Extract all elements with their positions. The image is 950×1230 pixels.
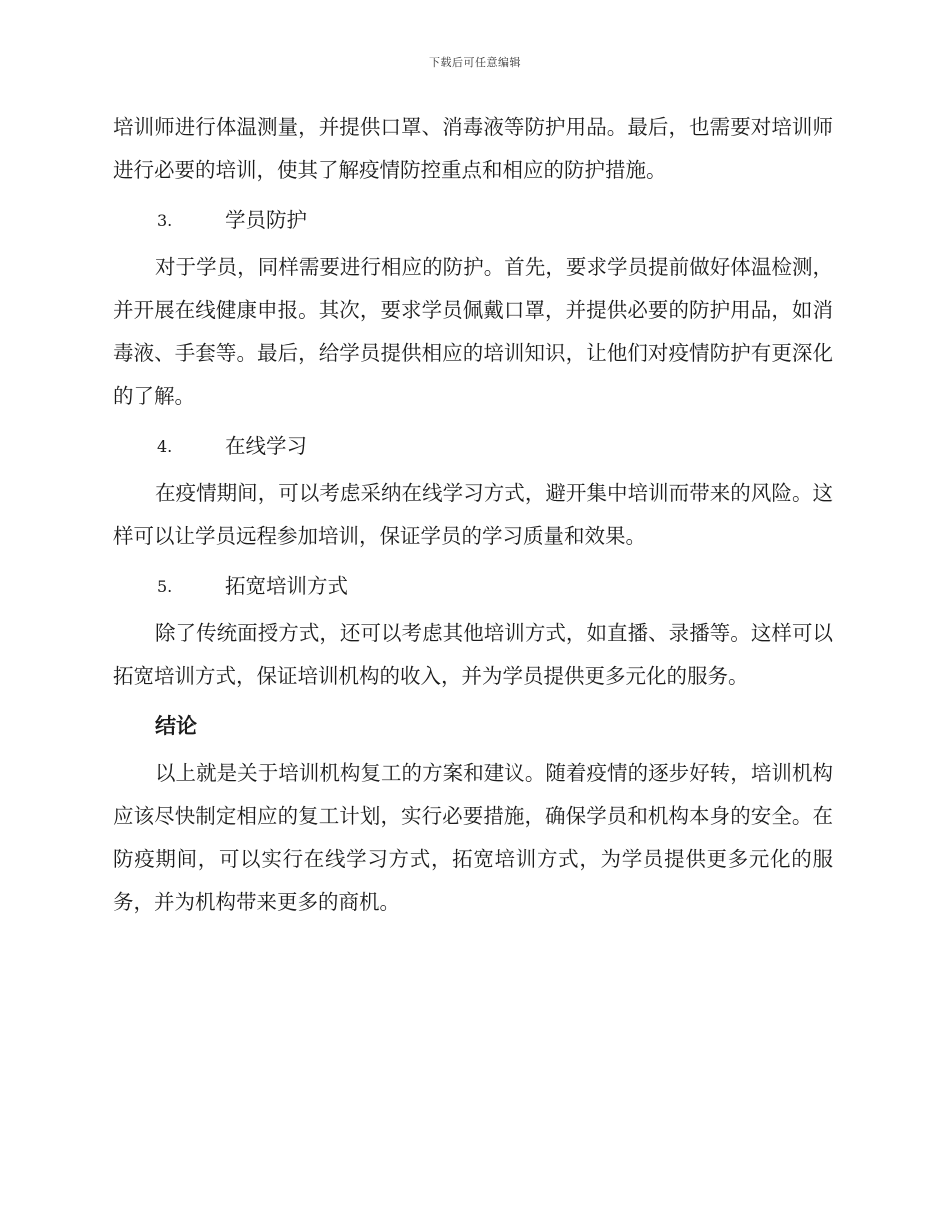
paragraph-student-protection: 对于学员，同样需要进行相应的防护。首先，要求学员提前做好体温检测，并开展在线健康申报。其次，要求学员佩戴口罩，并提供必要的防护用品，如消毒液、手套等。最后，给学员提供相应的培训知识，让他们对疫情防护有更深化的了解。 [113, 255, 833, 408]
paragraph-trainer-protection-continued: 培训师进行体温测量，并提供口罩、消毒液等防护用品。最后，也需要对培训师进行必要的培训，使其了解疫情防控重点和相应的防护措施。 [113, 115, 833, 182]
page-header: 下载后可任意编辑 [429, 56, 521, 69]
paragraph-conclusion: 以上就是关于培训机构复工的方案和建议。随着疫情的逐步好转，培训机构应该尽快制定相应的复工计划，实行必要措施，确保学员和机构本身的安全。在防疫期间，可以实行在线学习方式，拓宽培训方式，为学员提供更多元化的服务，并为机构带来更多的商机。 [113, 761, 833, 914]
list-number: 4. [157, 437, 173, 456]
list-heading-label: 在线学习 [225, 434, 307, 458]
list-heading-3 [113, 199, 833, 242]
list-heading-5 [113, 565, 833, 608]
list-number: 5. [157, 577, 173, 596]
paragraph-online-learning: 在疫情期间，可以考虑采纳在线学习方式，避开集中培训而带来的风险。这样可以让学员远程参加培训，保证学员的学习质量和效果。 [113, 481, 833, 548]
section-title-conclusion: 结论 [155, 714, 197, 738]
paragraph-expand-training: 除了传统面授方式，还可以考虑其他培训方式，如直播、录播等。这样可以拓宽培训方式，保证培训机构的收入，并为学员提供更多元化的服务。 [113, 621, 833, 688]
document-body [113, 106, 833, 931]
list-heading-label: 学员防护 [225, 208, 307, 232]
list-heading-label: 拓宽培训方式 [225, 574, 348, 598]
list-heading-4 [113, 425, 833, 468]
list-number: 3. [157, 211, 173, 230]
